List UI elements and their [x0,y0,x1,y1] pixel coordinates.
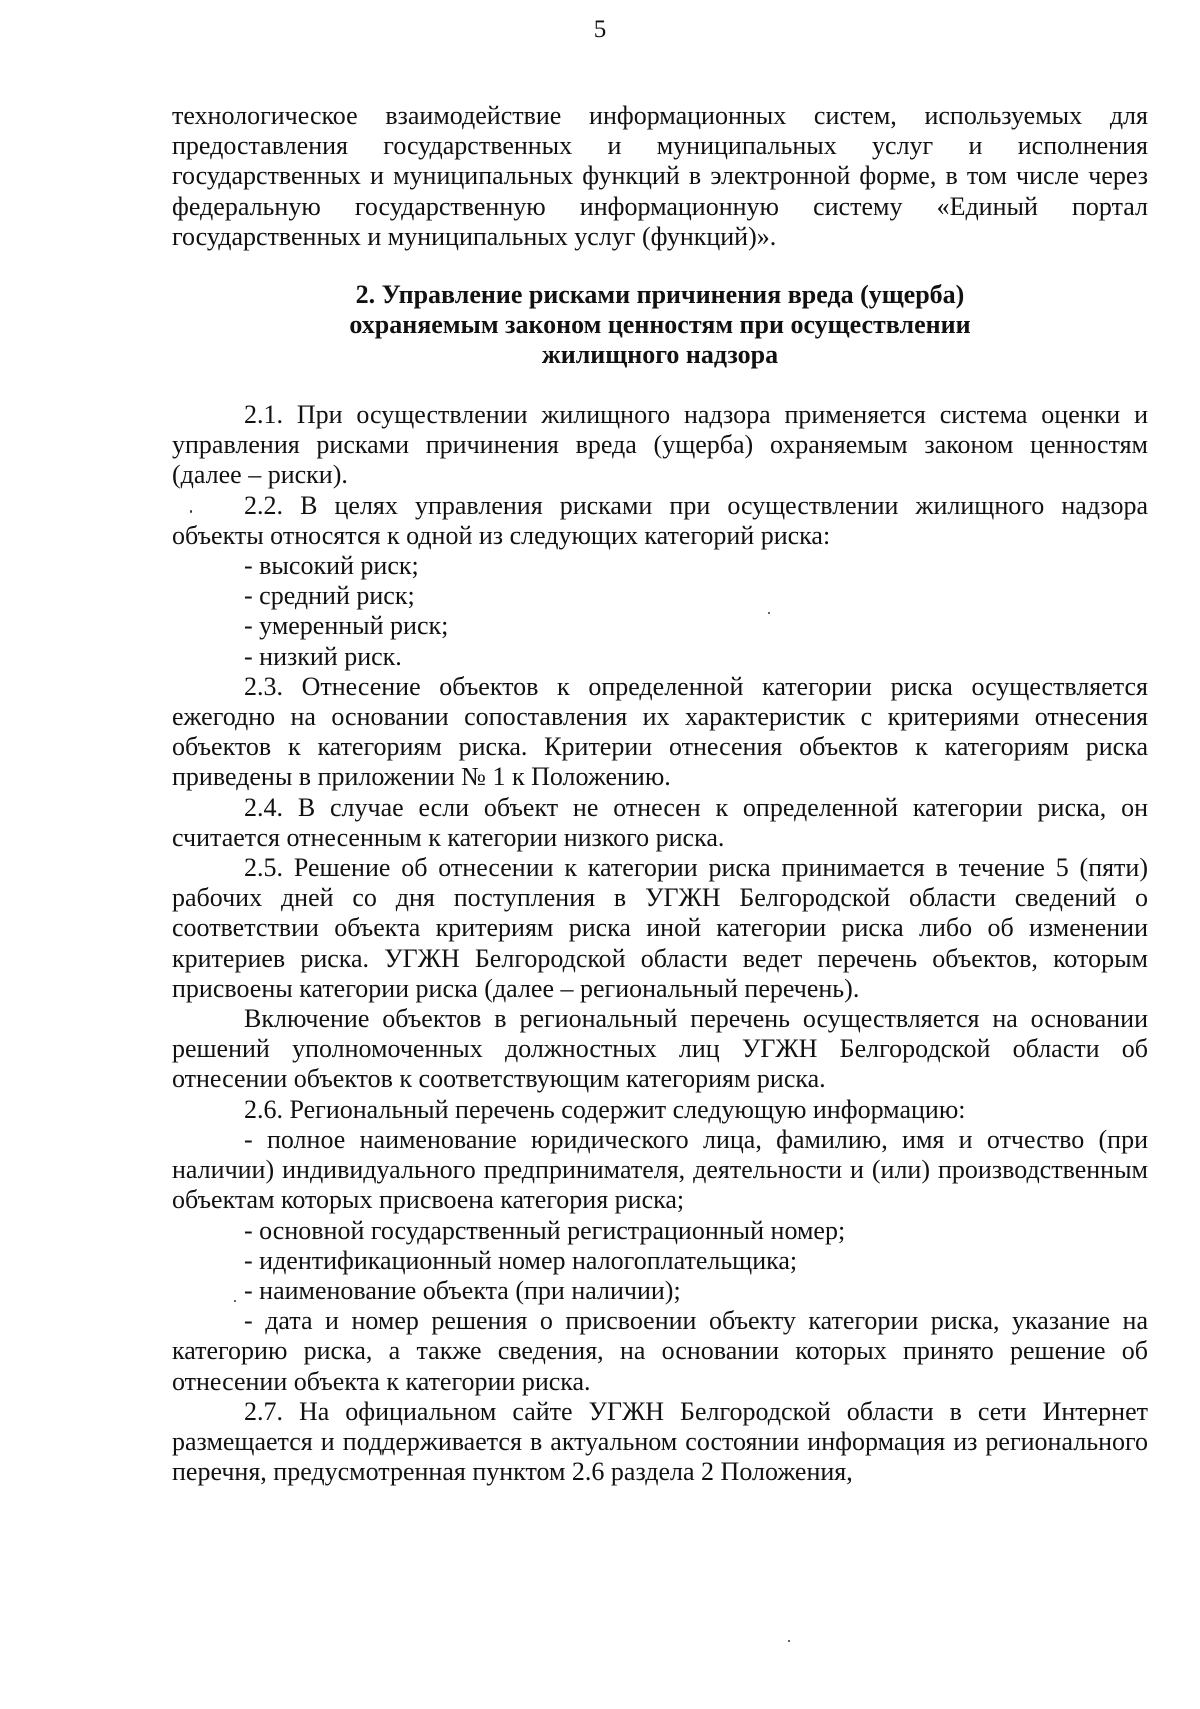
section-heading-line-3: жилищного надзора [541,340,779,370]
section-heading-line-1: 2. Управление рисками причинения вреда (ущерба) [355,280,965,310]
intro-paragraph: технологическое взаимодействие информационных систем, используемых для предоставления государственных и муниципальных услуг и исполнения государственных и муниципальных функций в электронной форме, в том числе через федеральную государственную информационную систему «Единый портал государственных и муниципальных услуг (функций)». [172,101,1148,251]
paragraph-2-6-item-full-name: - полное наименование юридического лица, фамилию, имя и отчество (при наличии) индивидуального предпринимателя, деятельности и (или) производственным объектам которых присвоена категория риска; [172,1124,1148,1215]
paragraph-2-4: 2.4. В случае если объект не отнесен к определенной категории риска, он считается отнесенным к категории низкого риска. [172,792,1148,852]
scan-speck [788,1640,790,1642]
scan-speck [234,1300,236,1302]
paragraph-2-1: 2.1. При осуществлении жилищного надзора применяется система оценки и управления рисками причинения вреда (ущерба) охраняемым законом ценностям (далее – риски). [172,400,1148,490]
paragraph-2-6-item-object-name: - наименование объекта (при наличии); [244,1275,681,1305]
paragraph-2-6: 2.6. Региональный перечень содержит следующую информацию: [244,1094,966,1124]
paragraph-2-5: 2.5. Решение об отнесении к категории риска принимается в течение 5 (пяти) рабочих дней со дня поступления в УГЖН Белгородской области сведений о соответствии объекта критериям риска иной категории риска либо об изменении критериев риска. УГЖН Белгородской области ведет перечень объектов, которым присвоены категории риска (далее – региональный перечень). [172,853,1148,1003]
risk-category-medium: - средний риск; [244,581,415,611]
paragraph-2-2: 2.2. В целях управления рисками при осуществлении жилищного надзора объекты относятся к одной из следующих категорий риска: [172,490,1148,550]
paragraph-2-7: 2.7. На официальном сайте УГЖН Белгородской области в сети Интернет размещается и поддерживается в актуальном состоянии информация из регионального перечня, предусмотренная пунктом 2.6 раздела 2 Положения, [172,1396,1148,1487]
risk-category-low: - низкий риск. [244,641,402,671]
scan-speck [190,510,192,513]
section-heading-line-2: охраняемым законом ценностям при осуществлении [349,310,971,340]
paragraph-2-3: 2.3. Отнесение объектов к определенной категории риска осуществляется ежегодно на основании сопоставления их характеристик с критериями отнесения объектов к категориям риска. Критерии отнесения объектов к категориям риска приведены в приложении № 1 к Положению. [172,671,1148,792]
paragraph-2-6-item-inn: - идентификационный номер налогоплательщика; [244,1245,798,1275]
scan-speck [768,612,770,614]
page-number: 5 [593,16,607,43]
section-heading [172,280,1148,370]
paragraph-2-6-item-decision: - дата и номер решения о присвоении объекту категории риска, указание на категорию риска, а также сведения, на основании которых принято решение об отнесении объекта к категории риска. [172,1306,1148,1396]
paragraph-2-6-item-ogrn: - основной государственный регистрационный номер; [244,1215,846,1245]
document-body [172,101,1148,1487]
risk-category-high: - высокий риск; [244,551,419,581]
paragraph-2-5-inclusion: Включение объектов в региональный перечень осуществляется на основании решений уполномоченных должностных лиц УГЖН Белгородской области об отнесении объектов к соответствующим категориям риска. [172,1004,1148,1094]
risk-category-moderate: - умеренный риск; [244,611,449,641]
